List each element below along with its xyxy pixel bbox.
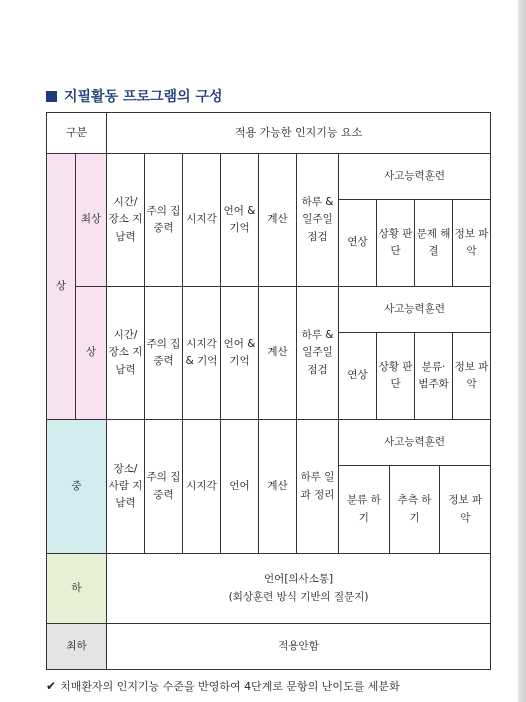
cell-daily-check: 하루 & 일주일 점검 <box>297 287 339 420</box>
level-choeha: 최하 <box>47 624 107 670</box>
cell-classification: 분류 하기 <box>339 466 390 553</box>
level-sang: 상 <box>47 154 76 420</box>
jung-subgrid <box>339 466 490 553</box>
section-title <box>46 86 223 106</box>
cell-info-grasp: 정보 파악 <box>453 333 491 420</box>
cell-choeha-content: 적용안함 <box>107 624 491 670</box>
cell-association: 연상 <box>339 333 377 420</box>
cell-inference: 추측 하기 <box>390 466 441 553</box>
cell-thinking-training: 사고능력훈련 <box>339 420 491 466</box>
table-row-ha <box>47 554 491 624</box>
cell-visual: 시지각 <box>183 420 221 554</box>
page-edge <box>518 0 526 702</box>
cell-calculation: 계산 <box>259 420 297 554</box>
header-category: 구분 <box>47 113 107 154</box>
cell-classification: 분류· 범주화 <box>415 333 453 420</box>
cell-thinking-training: 사고능력훈련 <box>339 154 491 200</box>
cell-jung-subgrid <box>339 466 491 554</box>
table-row-sang-top <box>47 287 491 333</box>
cell-ha-content <box>107 554 491 624</box>
cell-visual-memory: 시지각 & 기억 <box>183 287 221 420</box>
ha-line-1: 언어[의사소통] <box>264 573 334 586</box>
cell-daily-check: 하루 & 일주일 점검 <box>297 154 339 287</box>
level-ha: 하 <box>47 554 107 624</box>
level-choesang: 최상 <box>76 154 107 287</box>
ha-line-2: (회상훈련 방식 기반의 질문지) <box>228 590 369 603</box>
cell-place-orientation: 장소/ 사람 지남력 <box>107 420 145 554</box>
cell-visual: 시지각 <box>183 154 221 287</box>
cell-calculation: 계산 <box>259 154 297 287</box>
cell-situation: 상황 판단 <box>377 333 415 420</box>
cell-association: 연상 <box>339 200 377 287</box>
cell-attention: 주의 집중력 <box>145 420 183 554</box>
cell-attention: 주의 집중력 <box>145 287 183 420</box>
footnote <box>46 678 400 694</box>
level-jung: 중 <box>47 420 107 554</box>
cell-problem-solving: 문제 해결 <box>415 200 453 287</box>
program-table <box>46 112 491 670</box>
footnote-text: 치매환자의 인지기능 수준을 반영하여 4단계로 문항의 난이도를 세분화 <box>60 680 400 693</box>
cell-time-orientation: 시간/ 장소 지남력 <box>107 154 145 287</box>
cell-calculation: 계산 <box>259 287 297 420</box>
header-functions: 적용 가능한 인지기능 요소 <box>107 113 491 154</box>
cell-language: 언어 <box>221 420 259 554</box>
table-header-row <box>47 113 491 154</box>
cell-time-orientation: 시간/ 장소 지남력 <box>107 287 145 420</box>
square-bullet-icon <box>46 91 57 102</box>
check-icon: ✔ <box>46 679 57 693</box>
cell-daily-summary: 하루 일과 정리 <box>297 420 339 554</box>
cell-thinking-training: 사고능력훈련 <box>339 287 491 333</box>
level-sang-sub: 상 <box>76 287 107 420</box>
cell-language-memory: 언어 & 기억 <box>221 287 259 420</box>
table-row-jung-top <box>47 420 491 466</box>
cell-info-grasp: 정보 파악 <box>453 200 491 287</box>
cell-attention: 주의 집중력 <box>145 154 183 287</box>
table-row-choeha <box>47 624 491 670</box>
cell-language-memory: 언어 & 기억 <box>221 154 259 287</box>
section-title-text: 지필활동 프로그램의 구성 <box>64 89 223 105</box>
table-row-choesang-top <box>47 154 491 200</box>
cell-situation: 상황 판단 <box>377 200 415 287</box>
cell-info-grasp: 정보 파악 <box>448 494 483 524</box>
